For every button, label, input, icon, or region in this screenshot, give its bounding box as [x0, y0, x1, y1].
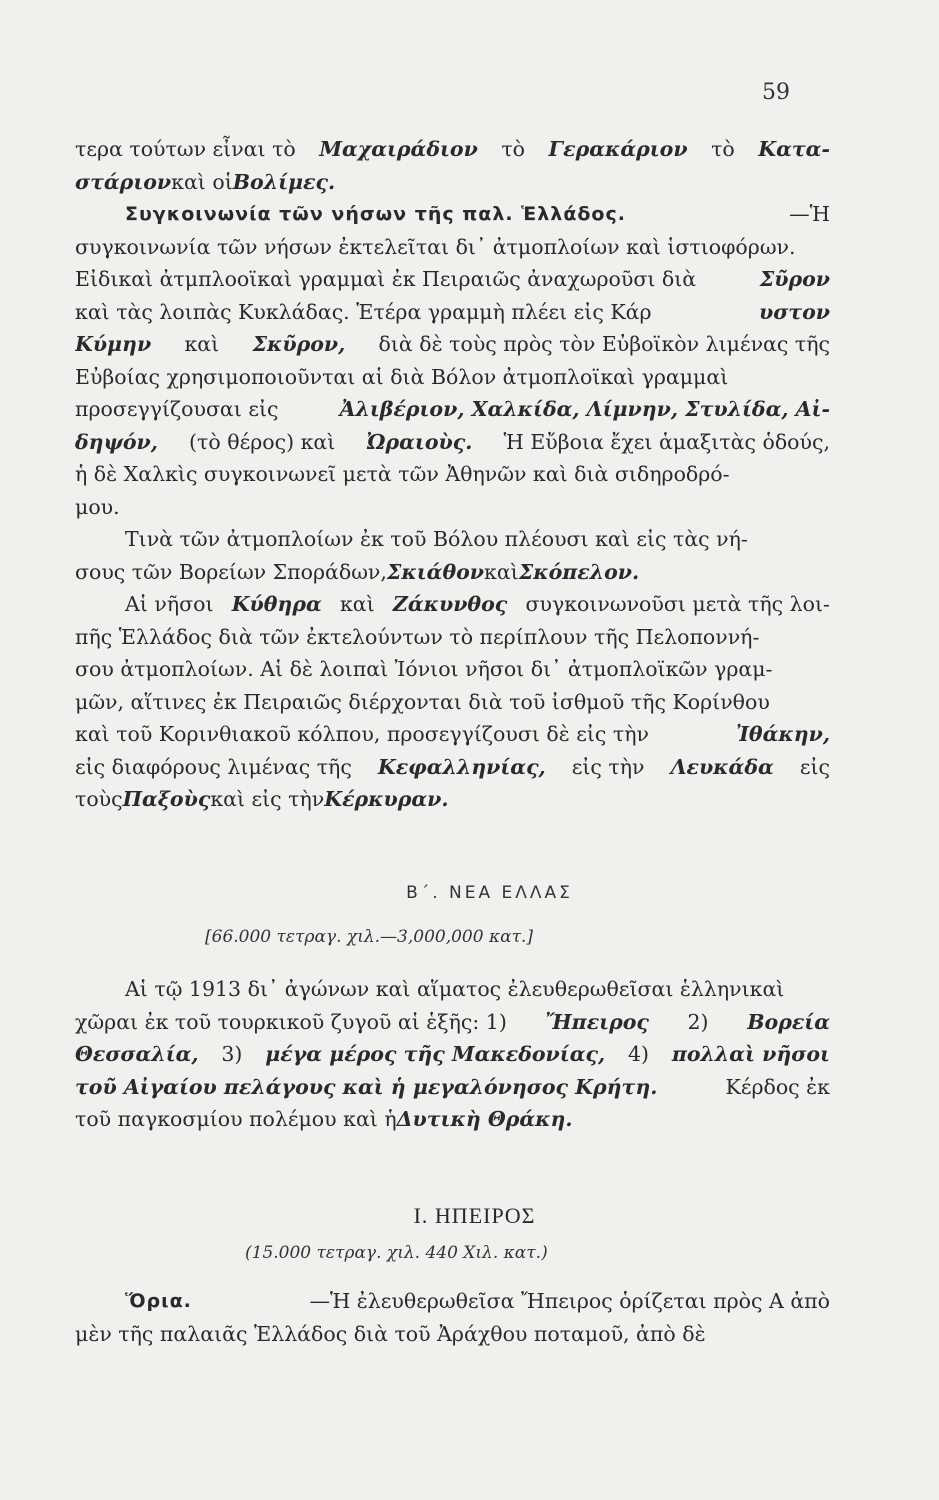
text-line	[75, 783, 830, 816]
text-line	[75, 588, 830, 621]
text-segment: —Ἡ ἐλευθερωθεῖσα Ἤπειρος ὁρίζεται πρὸς Α ἀπὸ	[309, 1289, 830, 1313]
text-segment: διὰ δὲ τοὺς πρὸς τὸν Εὐβοϊκὸν λιμένας τῆς	[378, 332, 830, 356]
emphasized-term: Κέρκυραν.	[324, 787, 449, 811]
text-segment: 2)	[687, 1009, 709, 1034]
emphasized-term: Βολίμες.	[232, 169, 336, 194]
text-line	[75, 718, 830, 751]
emphasized-term: Κεφαλληνίας,	[377, 754, 546, 779]
text-segment: καὶ	[184, 332, 220, 356]
text-line	[75, 491, 830, 524]
text-segment: συγκοινωνία τῶν νήσων ἐκτελεῖται δι᾽ ἀτμοπλοίων καὶ ἱστιοφόρων.	[75, 234, 796, 259]
emphasized-term: τοῦ Αἰγαίου πελάγους καὶ ἡ μεγαλόνησος Κρήτη.	[75, 1074, 658, 1099]
text-segment: Τινὰ τῶν ἀτμοπλοίων ἐκ τοῦ Βόλου πλέουσι καὶ εἰς τὰς νή-	[125, 527, 748, 551]
emphasized-term: Κύθηρα	[231, 592, 322, 616]
emphasized-term: στάριον	[75, 169, 172, 194]
text-segment: τὸ	[501, 137, 526, 161]
text-line	[75, 686, 830, 719]
text-segment: εἰς	[799, 754, 830, 779]
text-line	[75, 426, 830, 459]
run-in-heading: Ὅρια.	[125, 1290, 192, 1312]
text-line	[75, 1006, 830, 1039]
text-segment: ἡ δὲ Χαλκὶς συγκοινωνεῖ μετὰ τῶν Ἀθηνῶν καὶ διὰ σιδηροδρό-	[75, 462, 730, 486]
text-segment: καὶ εἰς τὴν	[210, 787, 325, 811]
emphasized-term: Ἰθάκην,	[736, 722, 830, 746]
emphasized-term: Δυτικὴ Θράκη.	[396, 1107, 573, 1131]
text-segment: Εὐβοίας χρησιμοποιοῦνται αἱ διὰ Βόλον ἀτμοπλοϊκαὶ γραμμαὶ	[75, 364, 729, 389]
section-heading-epirus: Ι. ΗΠΕΙΡΟΣ	[413, 1203, 536, 1228]
text-line	[75, 556, 830, 589]
text-line	[75, 1285, 830, 1318]
text-line	[75, 296, 830, 329]
text-line	[75, 621, 830, 654]
text-line	[75, 231, 830, 264]
emphasized-term: Θεσσαλία,	[75, 1042, 199, 1066]
text-line	[75, 198, 830, 231]
emphasized-term: Σκῦρον,	[252, 332, 346, 356]
emphasized-term: Ἤπειρος	[545, 1009, 649, 1034]
emphasized-term: Σκόπελον.	[518, 559, 640, 584]
text-line	[75, 523, 830, 556]
text-line	[75, 1071, 830, 1104]
text-segment: εἰς τὴν	[571, 754, 645, 779]
text-segment: 3)	[221, 1042, 243, 1066]
emphasized-term: Ὠραιοὺς.	[366, 429, 473, 454]
emphasized-term: Κύμην	[75, 332, 152, 356]
emphasized-term: Κατα-	[758, 137, 830, 161]
text-line	[75, 361, 830, 394]
text-segment: σου ἀτμοπλοίων. Αἱ δὲ λοιπαὶ Ἰόνιοι νῆσοι δι᾽ ἀτμοπλοϊκῶν γραμ-	[75, 657, 773, 681]
text-segment: πῆς Ἑλλάδος διὰ τῶν ἐκτελούντων τὸ περίπλουν τῆς Πελοποννή-	[75, 624, 760, 649]
text-segment: καὶ τὰς λοιπὰς Κυκλάδας. Ἑτέρα γραμμὴ πλέει εἰς Κάρ	[75, 299, 652, 324]
text-segment: χῶραι ἐκ τοῦ τουρκικοῦ ζυγοῦ αἱ ἑξῆς: 1)	[75, 1009, 507, 1034]
section-communication-paragraphs	[75, 133, 830, 816]
text-segment: συγκοινωνοῦσι μετὰ τῆς λοι-	[525, 592, 830, 616]
text-segment: Αἱ τῷ 1913 δι᾽ ἀγώνων καὶ αἵματος ἐλευθερωθεῖσαι ἑλληνικαὶ	[125, 977, 785, 1001]
emphasized-term: πολλαὶ νῆσοι	[671, 1042, 830, 1066]
section-heading-nea-ellas: Β΄. ΝΕΑ ΕΛΛΑΣ	[406, 883, 573, 903]
text-segment: καὶ οἱ	[171, 169, 233, 194]
text-line	[75, 328, 830, 361]
run-in-heading: Συγκοινωνία τῶν νήσων τῆς παλ. Ἑλλάδος.	[125, 203, 626, 225]
emphasized-term: υστον	[758, 299, 830, 324]
text-line	[75, 653, 830, 686]
text-segment: Ἡ Εὔβοια ἔχει ἁμαξιτὰς ὁδούς,	[503, 429, 830, 454]
section-nea-ellas-paragraph	[75, 973, 830, 1136]
section-stats-nea-ellas: [66.000 τετραγ. χιλ.—3,000,000 κατ.]	[205, 927, 534, 947]
text-segment: τοῦ παγκοσμίου πολέμου καὶ ἡ	[75, 1107, 397, 1131]
text-line	[75, 166, 830, 199]
text-segment: εἰς διαφόρους λιμένας τῆς	[75, 754, 352, 779]
emphasized-term: Παξοὺς	[122, 787, 211, 811]
text-segment: (τὸ θέρος) καὶ	[189, 429, 336, 454]
text-segment: 4)	[627, 1042, 650, 1066]
emphasized-term: Λευκάδα	[670, 754, 774, 779]
emphasized-term: Σκιάθον	[386, 559, 485, 584]
text-line	[75, 133, 830, 166]
text-segment: —Ἡ	[789, 202, 830, 226]
text-segment: σους τῶν Βορείων Σποράδων,	[75, 559, 387, 584]
text-segment: Κέρδος ἐκ	[725, 1074, 830, 1099]
section-epirus-borders-paragraph	[75, 1285, 830, 1350]
emphasized-term: Μαχαιράδιον	[319, 137, 478, 161]
text-segment: Αἱ νῆσοι	[125, 592, 214, 616]
text-segment: καὶ	[484, 559, 519, 584]
text-segment: μὲν τῆς παλαιᾶς Ἑλλάδος διὰ τοῦ Ἀράχθου ποταμοῦ, ἀπὸ δὲ	[75, 1321, 706, 1346]
emphasized-term: Γερακάριον	[548, 137, 688, 161]
emphasized-term: Βορεία	[747, 1009, 830, 1034]
text-segment: τὸ	[711, 137, 735, 161]
text-segment: τοὺς	[75, 787, 123, 811]
text-segment: μου.	[75, 494, 120, 519]
page-number: 59	[762, 80, 790, 105]
text-line	[75, 263, 830, 296]
section-stats-epirus: (15.000 τετραγ. χιλ. 440 Χιλ. κατ.)	[245, 1243, 548, 1263]
text-segment: καὶ τοῦ Κορινθιακοῦ κόλπου, προσεγγίζουσι δὲ εἰς τὴν	[75, 722, 649, 746]
emphasized-term: Ζάκυνθος	[392, 592, 508, 616]
text-segment: μῶν, αἵτινες ἐκ Πειραιῶς διέρχονται διὰ τοῦ ἰσθμοῦ τῆς Κορίνθου	[75, 689, 770, 714]
emphasized-term: Ἀλιβέριον, Χαλκίδα, Λίμνην, Στυλίδα, Αἰ-	[339, 397, 830, 421]
text-line	[75, 393, 830, 426]
emphasized-term: μέγα μέρος τῆς Μακεδονίας,	[265, 1042, 606, 1066]
text-line	[75, 1103, 830, 1136]
text-line	[75, 751, 830, 784]
text-line	[75, 1038, 830, 1071]
text-segment: καὶ	[339, 592, 375, 616]
text-line	[75, 973, 830, 1006]
text-line	[75, 458, 830, 491]
text-segment: Εἰδικαὶ ἀτμπλοοϊκαὶ γραμμαὶ ἐκ Πειραιῶς ἀναχωροῦσι διὰ	[75, 267, 697, 291]
emphasized-term: Σῦρον	[759, 267, 830, 291]
text-line	[75, 1318, 830, 1351]
emphasized-term: δηψόν,	[75, 429, 158, 454]
text-segment: προσεγγίζουσαι εἰς	[75, 397, 279, 421]
text-segment: τερα τούτων εἶναι τὸ	[75, 137, 296, 161]
